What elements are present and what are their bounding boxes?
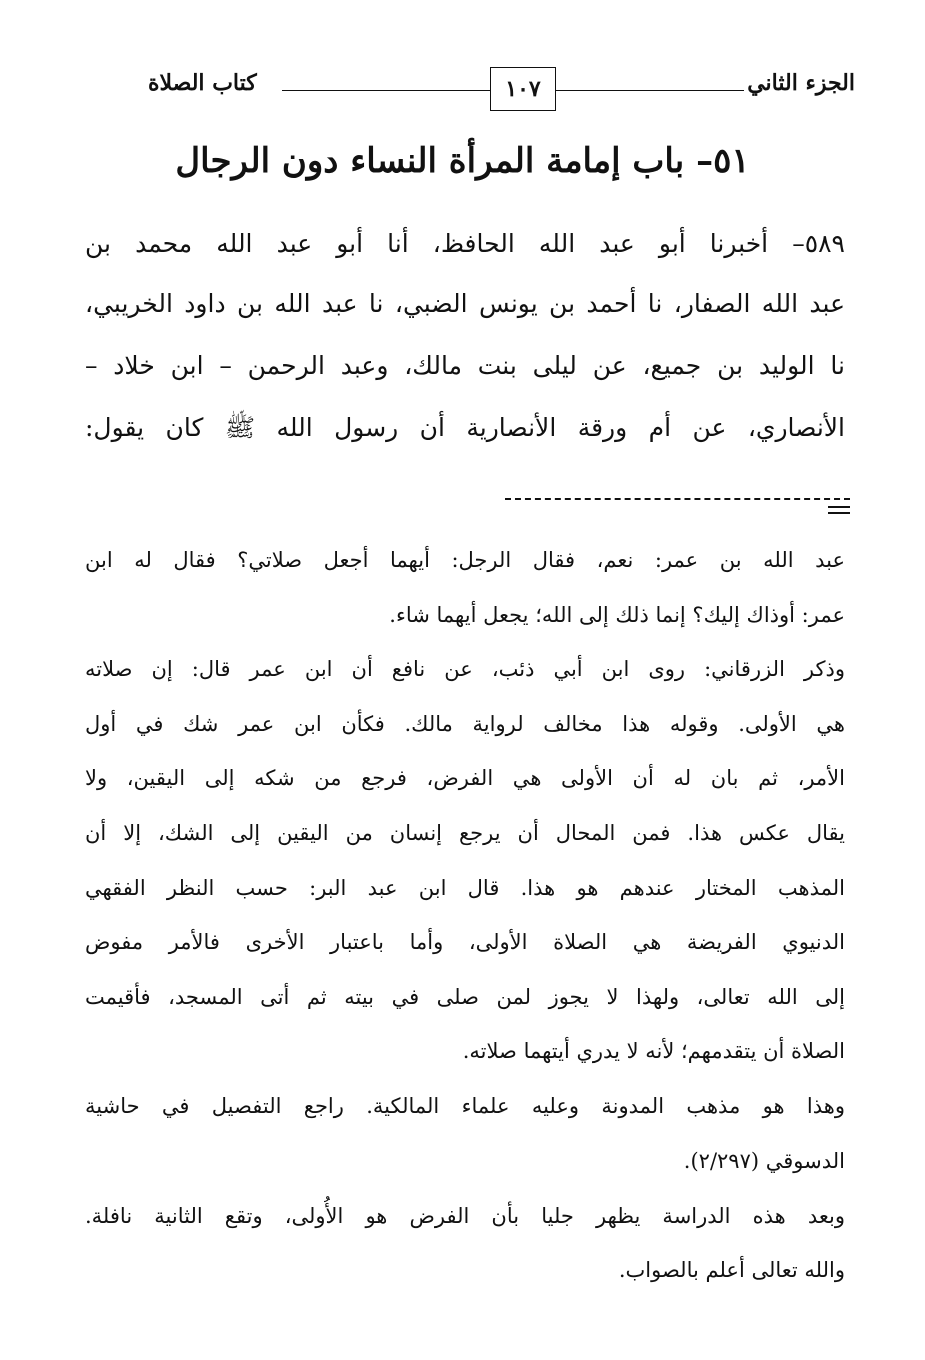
main-text-line: الأنصاري، عن أم ورقة الأنصارية أن رسول الله ﷺ كان يقول: bbox=[85, 413, 845, 442]
footnote-line: عمر: أوذاك إليك؟ إنما ذلك إلى الله؛ يجعل أيهما شاء. bbox=[389, 603, 845, 627]
footnote-line: الصلاة أن يتقدمهم؛ لأنه لا يدري أيتهما صلاته. bbox=[462, 1039, 845, 1063]
main-text-line: عبد الله الصفار، نا أحمد بن يونس الضبي، نا عبد الله بن داود الخريبي، bbox=[85, 289, 845, 318]
chapter-title: ٥١– باب إمامة المرأة النساء دون الرجال bbox=[175, 141, 750, 181]
footnote-continuation-marker bbox=[828, 506, 850, 514]
footnote-separator bbox=[505, 498, 850, 500]
header-book-label: كتاب الصلاة bbox=[148, 70, 257, 96]
footnote-line: المذهب المختار عندهم هو هذا. قال ابن عبد البر: حسب النظر الفقهي bbox=[85, 876, 845, 900]
footnote-line: وذكر الزرقاني: روى ابن أبي ذئب، عن نافع أن ابن عمر قال: إن صلاته bbox=[85, 657, 845, 681]
footnote-line: والله تعالى أعلم بالصواب. bbox=[618, 1258, 845, 1282]
footnote-line: وبعد هذه الدراسة يظهر جليا بأن الفرض هو الأُولى، وتقع الثانية نافلة. bbox=[85, 1204, 845, 1228]
footnote-line: هي الأولى. وقوله هذا مخالف لرواية مالك. فكأن ابن عمر شك في أول bbox=[85, 712, 845, 736]
footnote-line: وهذا هو مذهب المدونة وعليه علماء المالكية. راجع التفصيل في حاشية bbox=[85, 1094, 845, 1118]
footnote-line: إلى الله تعالى، ولهذا لا يجوز لمن صلى في بيته ثم أتى المسجد، فأقيمت bbox=[85, 985, 845, 1009]
main-text-line: ٥٨٩– أخبرنا أبو عبد الله الحافظ، أنا أبو عبد الله محمد بن bbox=[85, 229, 845, 258]
footnote-line: الأمر، ثم بان له أن الأولى هي الفرض، فرجع من شكه إلى اليقين، ولا bbox=[85, 766, 845, 790]
footnote-line: الدسوقي (٢/٢٩٧). bbox=[683, 1149, 845, 1173]
header-rule-right bbox=[556, 90, 744, 91]
footnote-line: الدنيوي الفريضة هي الصلاة الأولى، وأما باعتبار الأخرى فالأمر مفوض bbox=[85, 930, 845, 954]
header-part-label: الجزء الثاني bbox=[747, 70, 855, 96]
main-text-line: نا الوليد بن جميع، عن ليلى بنت مالك، وعبد الرحمن – ابن خلاد – bbox=[85, 351, 845, 380]
footnote-line: يقال عكس هذا. فمن المحال أن يرجع إنسان من اليقين إلى الشك، إلا أن bbox=[85, 821, 845, 845]
footnote-line: عبد الله بن عمر: نعم، فقال الرجل: أيهما أجعل صلاتي؟ فقال له ابن bbox=[85, 548, 845, 572]
header-rule-left bbox=[282, 90, 490, 91]
page-number: ١٠٧ bbox=[490, 67, 556, 111]
